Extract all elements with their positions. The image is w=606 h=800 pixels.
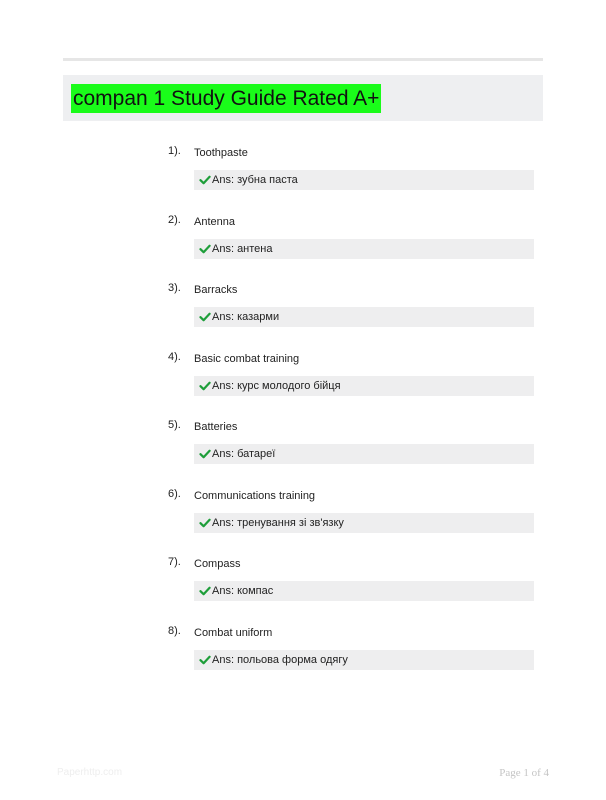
- question-item: [0, 213, 606, 273]
- answer-box: [194, 239, 534, 259]
- question-text: Antenna: [194, 216, 235, 228]
- document-title: compan 1 Study Guide Rated A+: [71, 84, 381, 113]
- answer-text: Ans: антена: [212, 243, 273, 255]
- question-text: Toothpaste: [194, 147, 248, 159]
- check-icon: [199, 174, 211, 186]
- question-item: [0, 281, 606, 341]
- answer-box: [194, 444, 534, 464]
- question-number: 6).: [168, 488, 181, 500]
- question-item: [0, 624, 606, 684]
- check-icon: [199, 380, 211, 392]
- question-number: 3).: [168, 282, 181, 294]
- check-icon: [199, 654, 211, 666]
- question-number: 8).: [168, 625, 181, 637]
- top-divider: [63, 58, 543, 61]
- question-text: Barracks: [194, 284, 238, 296]
- question-text: Basic combat training: [194, 353, 300, 365]
- answer-box: [194, 581, 534, 601]
- answer-text: Ans: казарми: [212, 311, 280, 323]
- question-item: [0, 487, 606, 547]
- answer-text: Ans: польова форма одягу: [212, 654, 348, 666]
- answer-box: [194, 170, 534, 190]
- answer-box: [194, 513, 534, 533]
- question-item: [0, 418, 606, 478]
- answer-text: Ans: курс молодого бійця: [212, 380, 341, 392]
- question-number: 1).: [168, 145, 181, 157]
- title-banner: [63, 75, 543, 121]
- question-item: [0, 350, 606, 410]
- answer-text: Ans: компас: [212, 585, 274, 597]
- check-icon: [199, 448, 211, 460]
- question-item: [0, 555, 606, 615]
- answer-text: Ans: батареї: [212, 448, 276, 460]
- question-item: [0, 144, 606, 204]
- answer-box: [194, 650, 534, 670]
- answer-text: Ans: зубна паста: [212, 174, 298, 186]
- check-icon: [199, 243, 211, 255]
- question-number: 2).: [168, 214, 181, 226]
- footer-watermark: Paperhttp.com: [57, 767, 123, 778]
- question-text: Combat uniform: [194, 627, 273, 639]
- page-number: Page 1 of 4: [499, 767, 549, 779]
- question-number: 4).: [168, 351, 181, 363]
- question-number: 5).: [168, 419, 181, 431]
- question-text: Communications training: [194, 490, 316, 502]
- answer-text: Ans: тренування зі зв'язку: [212, 517, 344, 529]
- question-text: Batteries: [194, 421, 238, 433]
- question-text: Compass: [194, 558, 241, 570]
- answer-box: [194, 307, 534, 327]
- check-icon: [199, 585, 211, 597]
- check-icon: [199, 517, 211, 529]
- answer-box: [194, 376, 534, 396]
- check-icon: [199, 311, 211, 323]
- question-number: 7).: [168, 556, 181, 568]
